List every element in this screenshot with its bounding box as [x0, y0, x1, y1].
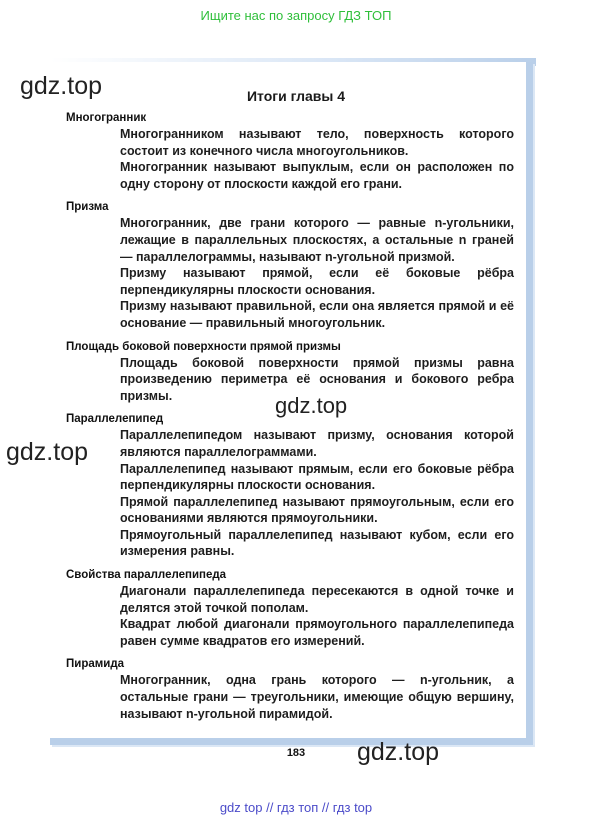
paragraph: Многогранник, две грани которого — равные n-угольники, лежащие в параллельных плоскостях, а остальные n граней — параллелограммы, называют n-угольной призмой. — [120, 216, 514, 264]
page-title: Итоги главы 4 — [246, 88, 345, 104]
section-parallelepiped — [66, 411, 514, 560]
paragraph: Призму называют прямой, если её боковые рёбра перпендикулярны плоскости основания. — [120, 266, 514, 297]
paragraph: Многогранник, одна грань которого — n-угольник, а остальные грани — треугольники, имеющие общую вершину, называют n-угольной пирамидой. — [120, 673, 514, 721]
watermark: gdz.top — [6, 438, 89, 466]
chapter-summary — [66, 110, 514, 729]
page-number: 183 — [286, 747, 306, 759]
watermark: gdz.top — [357, 738, 440, 766]
section-heading: Пирамида — [66, 658, 125, 671]
section-pyramid — [66, 656, 514, 722]
paragraph: Прямоугольный параллелепипед называют кубом, если его измерения равны. — [120, 527, 514, 559]
section-polyhedron — [66, 110, 514, 192]
paragraph: Площадь боковой поверхности прямой призмы равна произведению периметра её основания и бокового ребра призмы. — [120, 355, 514, 403]
section-prism — [66, 199, 514, 331]
paragraph: Диагонали параллелепипеда пересекаются в одной точке и делятся этой точкой пополам. — [120, 584, 514, 615]
paragraph: Многогранником называют тело, поверхность которого состоит из конечного числа многоугольников. — [120, 127, 514, 158]
section-heading: Параллелепипед — [66, 413, 164, 426]
section-parallelepiped-properties — [66, 567, 514, 649]
watermark: gdz.top — [20, 72, 103, 100]
section-heading: Многогранник — [66, 112, 147, 124]
paragraph: Параллелепипед называют прямым, если его боковые рёбра перпендикулярны плоскости основания. — [120, 461, 514, 493]
paragraph: Многогранник называют выпуклым, если он расположен по одну сторону от плоскости каждой его грани. — [120, 160, 514, 191]
top-banner[interactable]: Ищите нас по запросу ГДЗ ТОП — [200, 8, 392, 23]
section-heading: Площадь боковой поверхности прямой призмы — [66, 340, 341, 353]
paragraph: Прямой параллелепипед называют прямоугольным, если его основаниями являются прямоугольники. — [120, 494, 514, 526]
paragraph: Квадрат любой диагонали прямоугольного параллелепипеда равен сумме квадратов его измерений. — [120, 617, 514, 648]
paragraph: Параллелепипедом называют призму, основания которой являются параллелограммами. — [120, 428, 514, 459]
paragraph: Призму называют правильной, если она является прямой и её основание — правильный многоугольник. — [120, 299, 514, 330]
section-heading: Свойства параллелепипеда — [66, 569, 227, 582]
watermark: gdz.top — [275, 393, 348, 418]
section-heading: Призма — [66, 201, 109, 214]
footer-links[interactable]: gdz top // гдз топ // гдз top — [219, 800, 373, 815]
